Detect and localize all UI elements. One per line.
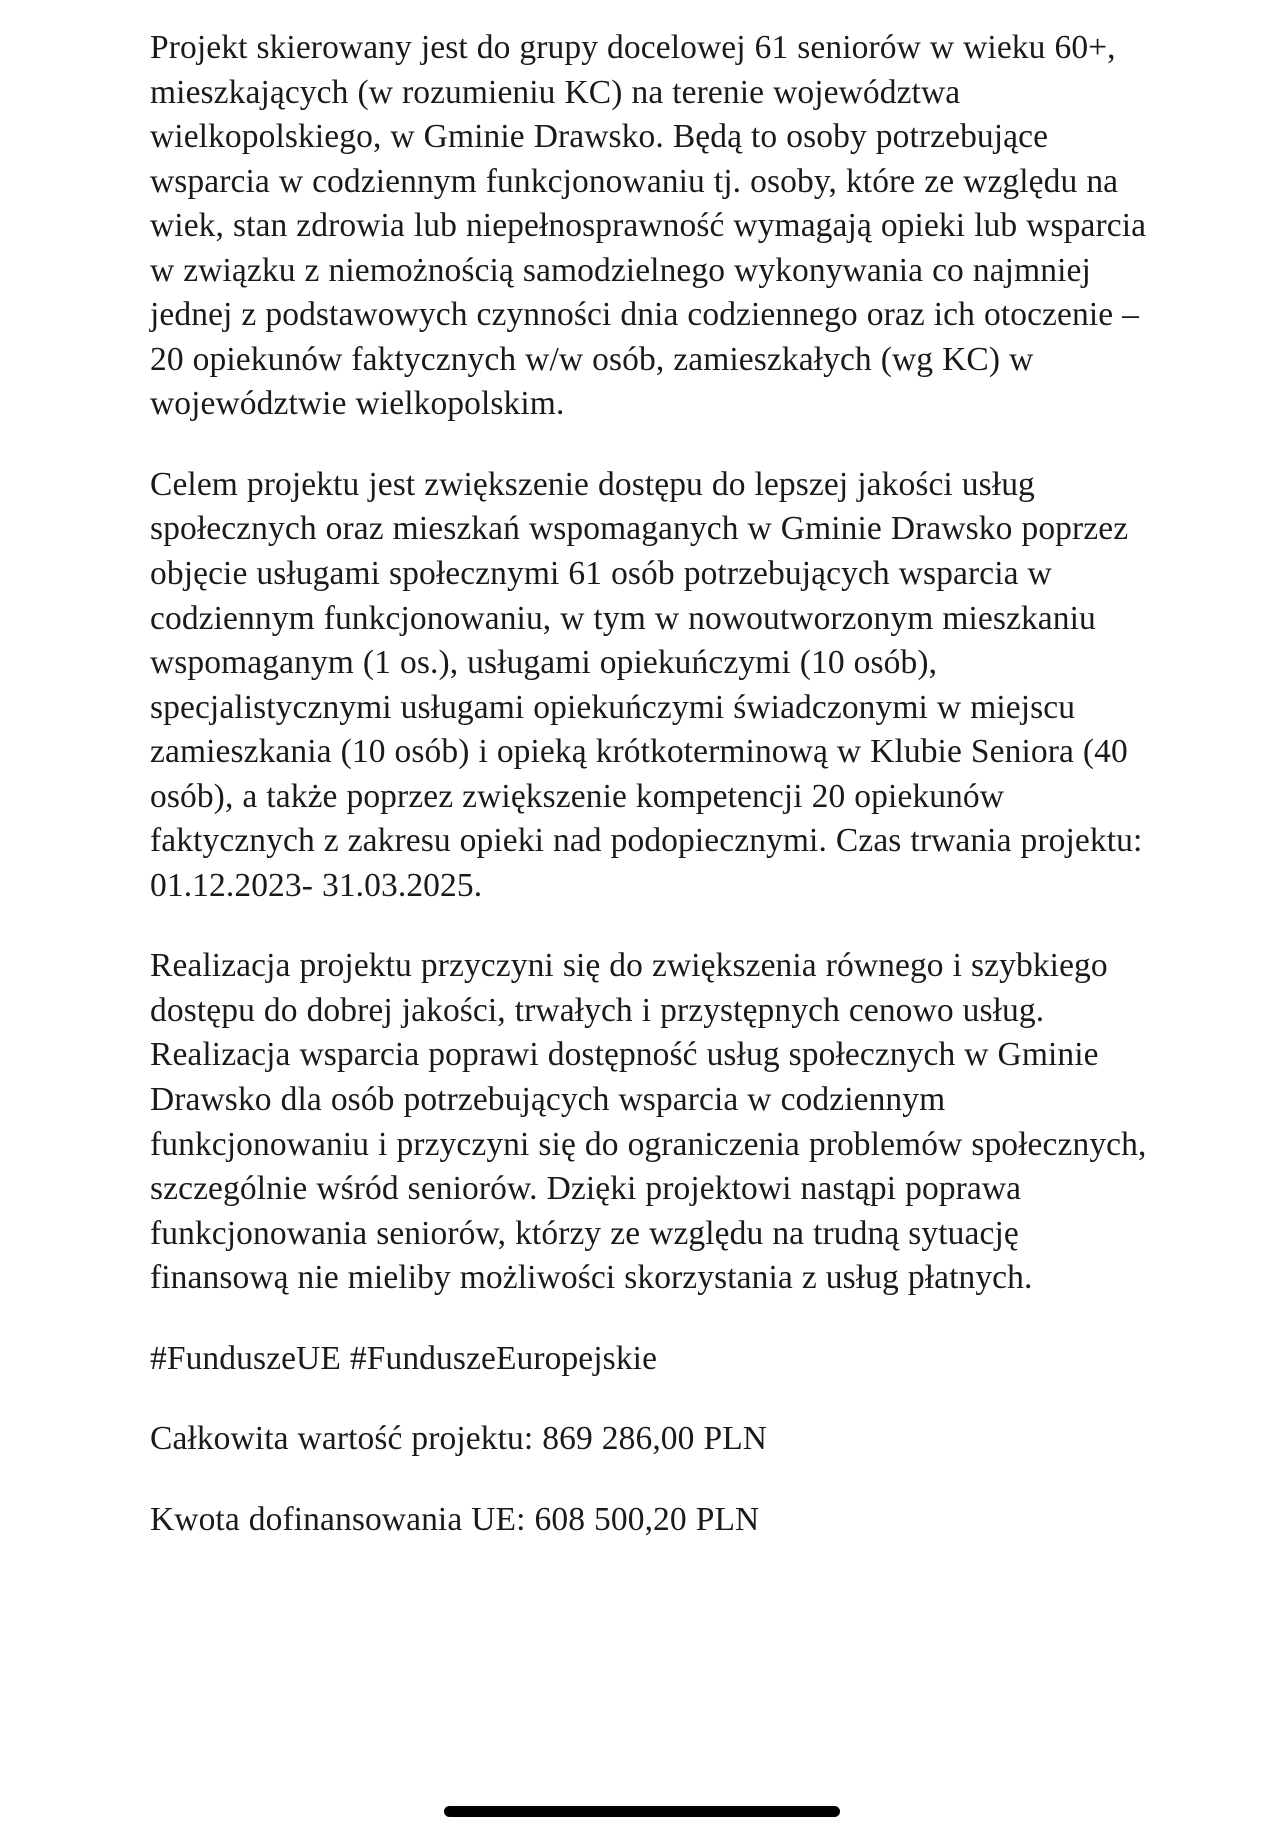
paragraph-target-group: Projekt skierowany jest do grupy docelowej 61 seniorów w wieku 60+, mieszkających (w rozumieniu KC) na terenie województwa wielkopolskiego, w Gminie Drawsko. Będą to osoby potrzebujące wsparcia w codziennym funkcjonowaniu tj. osoby, które ze względu na wiek, stan zdrowia lub niepełnosprawność wymagają opieki lub wsparcia w związku z niemożnością samodzielnego wykonywania co najmniej jednej z podstawowych czynności dnia codziennego oraz ich otoczenie – 20 opiekunów faktycznych w/w osób, zamieszkałych (wg KC) w województwie wielkopolskim. [150,29,1147,423]
paragraph-eu-funding: Kwota dofinansowania UE: 608 500,20 PLN [150,1500,760,1538]
paragraph-project-goal: Celem projektu jest zwiększenie dostępu do lepszej jakości usług społecznych oraz mieszkań wspomaganych w Gminie Drawsko poprzez objęcie usługami społecznymi 61 osób potrzebujących wsparcia w codziennym funkcjonowaniu, w tym w nowoutworzonym mieszkaniu wspomaganym (1 os.), usługami opiekuńczymi (10 osób), specjalistycznymi usługami opiekuńczymi świadczonymi w miejscu zamieszkania (10 osób) i opieką krótkoterminową w Klubie Seniora (40 osób), a także poprzez zwiększenie kompetencji 20 opiekunów faktycznych z zakresu opieki nad podopiecznymi. Czas trwania projektu: 01.12.2023- 31.03.2025. [150,465,1143,904]
paragraph-project-impact: Realizacja projektu przyczyni się do zwiększenia równego i szybkiego dostępu do dobrej jakości, trwałych i przystępnych cenowo usług. Realizacja wsparcia poprawi dostępność usług społecznych w Gminie Drawsko dla osób potrzebujących wsparcia w codziennym funkcjonowaniu i przyczyni się do ograniczenia problemów społecznych, szczególnie wśród seniorów. Dzięki projektowi nastąpi poprawa funkcjonowania seniorów, którzy ze względu na trudną sytuację finansową nie mieliby możliwości skorzystania z usług płatnych. [150,947,1147,1297]
home-indicator[interactable] [444,1806,840,1817]
paragraph-hashtags: #FunduszeUE #FunduszeEuropejskie [150,1339,658,1377]
paragraph-total-value: Całkowita wartość projektu: 869 286,00 PLN [150,1420,768,1458]
